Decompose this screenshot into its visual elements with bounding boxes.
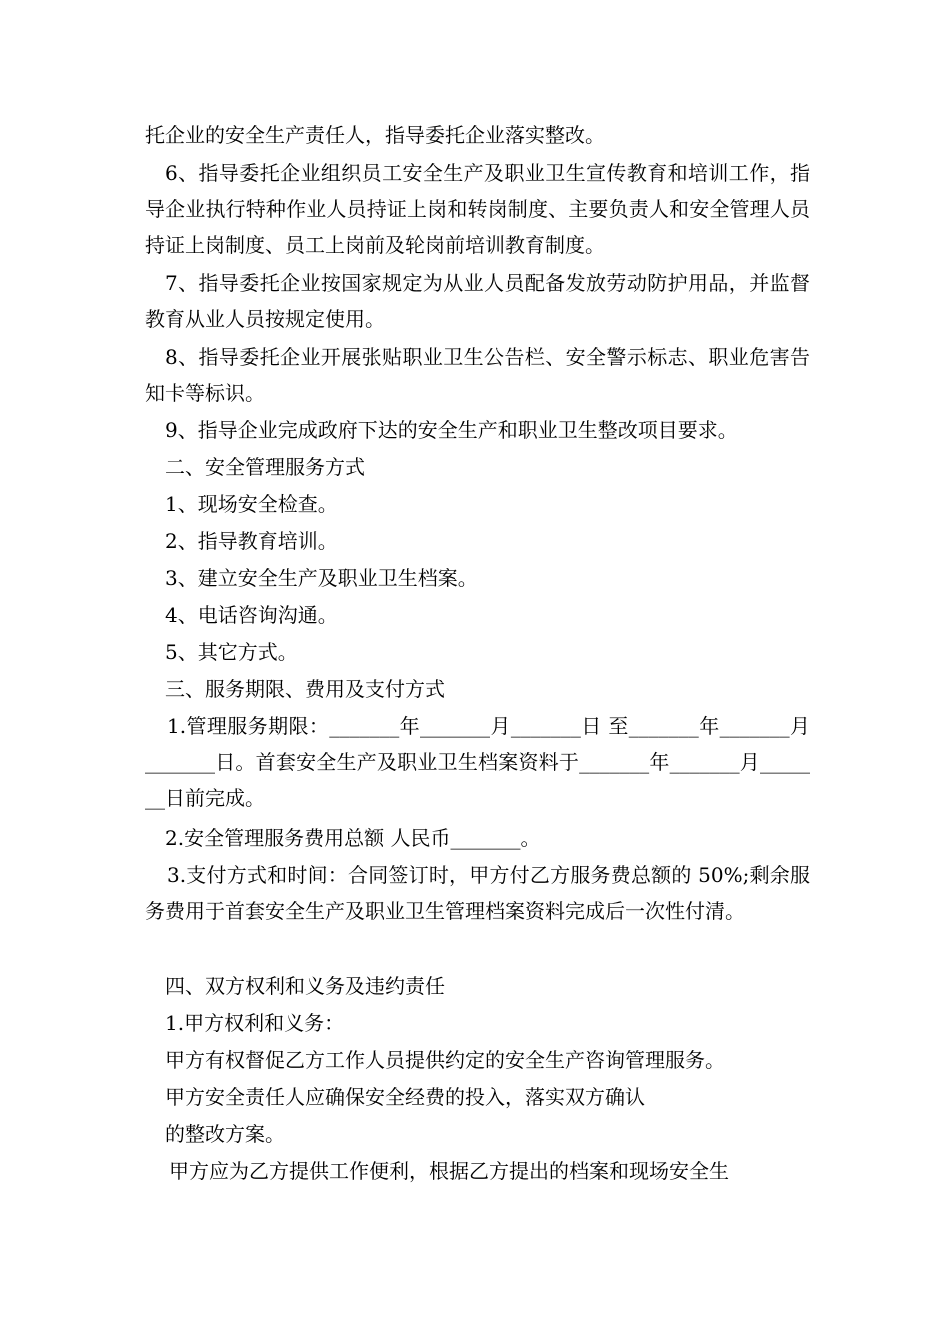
section-heading-2: 二、安全管理服务方式: [165, 455, 365, 479]
section-heading-3: 三、服务期限、费用及支付方式: [165, 677, 445, 701]
paragraph-text: 的整改方案。: [165, 1122, 285, 1146]
service-period-paragraph: 1.管理服务期限：_______年_______月_______日 至_______年_______月_______日。首套安全生产及职业卫生档案资料于_______年_______月_______日前完成。: [145, 714, 810, 810]
paragraph-text: 甲方有权督促乙方工作人员提供约定的安全生产咨询管理服务。: [165, 1048, 725, 1072]
paragraph-text: 甲方应为乙方提供工作便利，根据乙方提出的档案和现场安全生: [169, 1159, 729, 1183]
list-item: 5、其它方式。: [165, 640, 298, 664]
service-fee-paragraph: 2.安全管理服务费用总额 人民币_______。: [165, 826, 541, 850]
paragraph-item-6: 6、指导委托企业组织员工安全生产及职业卫生宣传教育和培训工作，指导企业执行特种作业人员持证上岗和转岗制度、主要负责人和安全管理人员持证上岗制度、员工上岗前及轮岗前培训教育制度。: [145, 161, 810, 257]
paragraph-text: 托企业的安全生产责任人，指导委托企业落实整改。: [145, 123, 605, 147]
section-heading-4: 四、双方权利和义务及违约责任: [165, 974, 445, 998]
list-item: 3、建立安全生产及职业卫生档案。: [165, 566, 478, 590]
paragraph-item-8: 8、指导委托企业开展张贴职业卫生公告栏、安全警示标志、职业危害告知卡等标识。: [145, 345, 810, 405]
list-item: 1、现场安全检查。: [165, 492, 338, 516]
paragraph-item-9: 9、指导企业完成政府下达的安全生产和职业卫生整改项目要求。: [165, 418, 738, 442]
list-item: 2、指导教育培训。: [165, 529, 338, 553]
subsection-heading: 1.甲方权利和义务：: [165, 1011, 345, 1035]
list-item: 4、电话咨询沟通。: [165, 603, 338, 627]
payment-paragraph: 3.支付方式和时间：合同签订时，甲方付乙方服务费总额的 50%;剩余服务费用于首套安全生产及职业卫生管理档案资料完成后一次性付清。: [145, 863, 810, 923]
paragraph-text: 甲方安全责任人应确保安全经费的投入，落实双方确认: [165, 1085, 645, 1109]
paragraph-item-7: 7、指导委托企业按国家规定为从业人员配备发放劳动防护用品，并监督教育从业人员按规定使用。: [145, 271, 810, 331]
